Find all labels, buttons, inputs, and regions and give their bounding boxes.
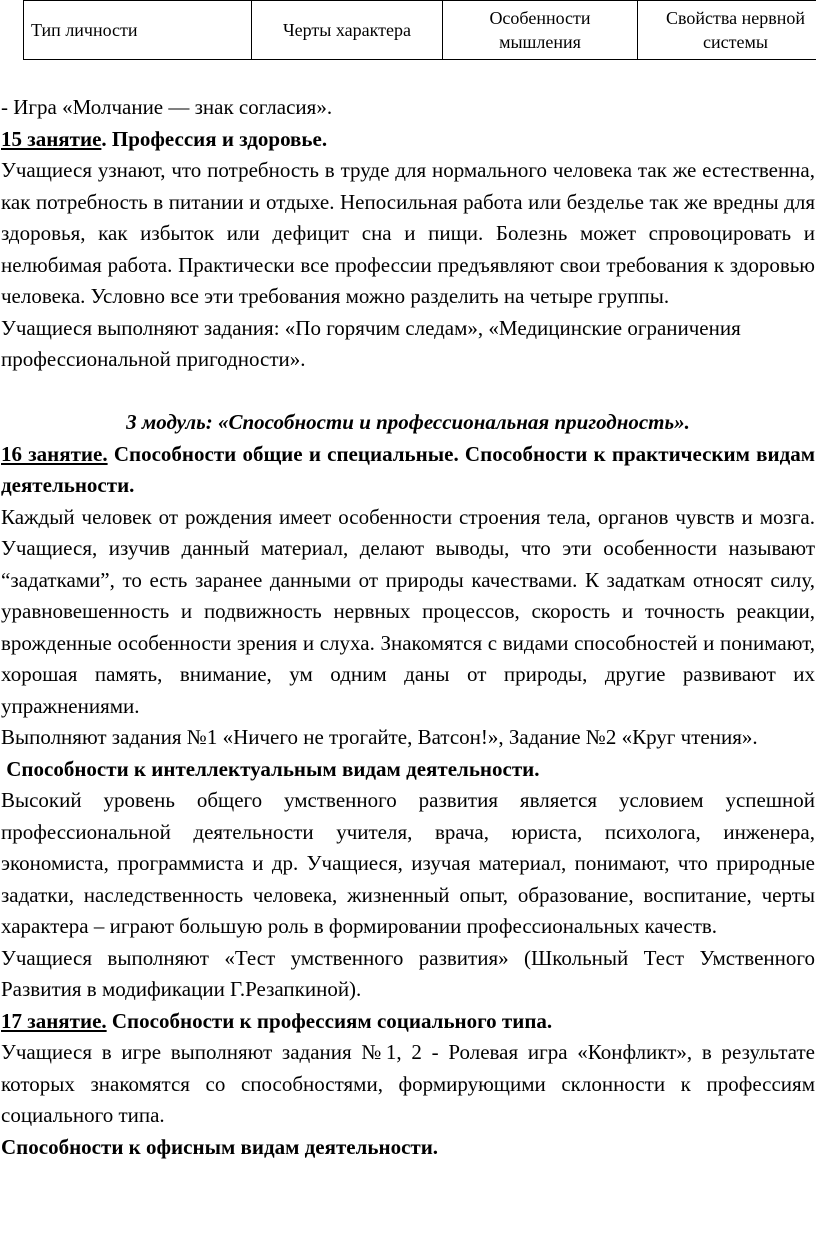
lesson17-title: Способности к профессиям социального типа. [106,1008,553,1033]
lesson15-paragraph-2: Учащиеся выполняют задания: «По горячим следам», «Медицинские ограничения профессиональной пригодности». [1,315,741,371]
lesson16-paragraph-1: Каждый человек от рождения имеет особенности строения тела, органов чувств и мозга. Учащиеся, изучив данный материал, делают выводы, что эти особенности называют “задатками”, то есть заранее данными от природы качествами. К задаткам относят силу, уравновешенность и подвижность нервных процессов, скорость и точность реакции, врожденные особенности зрения и слуха. Знакомятся с видами способностей и понимают, хорошая память, внимание, ум одним даны от природы, другие развивают их упражнениями. [1,504,815,718]
lesson17-number: 17 занятие. [1,1008,107,1033]
lesson17-heading [1,1006,815,1038]
col-nervous-system: Свойства нервной системы [638,1,816,60]
lesson16-number: 16 занятие. [1,441,108,466]
module3-heading: 3 модуль: «Способности и профессиональная пригодность». [126,410,690,434]
lesson15-paragraph-1: Учащиеся узнают, что потребность в труде для нормального человека так же естественна, как потребность в питании и отдыхе. Непосильная работа или безделье так же вредны для здоровья, как избыток или дефицит сна и пищи. Болезнь может спровоцировать и нелюбимая работа. Практически все профессии предъявляют свои требования к здоровью человека. Условно все эти требования можно разделить на четыре группы. [1,158,815,308]
game-line: - Игра «Молчание — знак согласия». [1,95,333,119]
lesson15-heading [1,124,815,156]
lesson15-title: . Профессия и здоровье. [101,126,328,151]
col-thinking-features: Особенности мышления [443,1,638,60]
lesson17-paragraph-1: Учащиеся в игре выполняют задания №1, 2 - Ролевая игра «Конфликт», в результате которых знакомятся со способностями, формирующими склонности к профессиям социального типа. [1,1040,815,1127]
document-body [1,92,815,1163]
lesson16-title: Способности общие и специальные. Способности к практическим видам деятельности. [1,441,815,497]
lesson16-heading [1,439,815,502]
intellect-paragraph-2: Учащиеся выполняют «Тест умственного развития» (Школьный Тест Умственного Развития в модификации Г.Резапкиной). [1,945,815,1001]
table-header-row [24,1,816,60]
office-heading: Способности к офисным видам деятельности. [1,1134,439,1159]
personality-table [23,0,816,60]
col-personality-type: Тип личности [24,1,252,60]
col-character-traits: Черты характера [252,1,443,60]
lesson16-paragraph-2: Выполняют задания №1 «Ничего не трогайте, Ватсон!», Задание №2 «Круг чтения». [1,725,758,749]
spacer [1,376,815,408]
intellect-heading: Способности к интеллектуальным видам деятельности. [1,756,540,781]
intellect-paragraph-1: Высокий уровень общего умственного развития является условием успешной профессиональной деятельности учителя, врача, юриста, психолога, инженера, экономиста, программиста и др. Учащиеся, изучая материал, понимают, что природные задатки, наследственность человека, жизненный опыт, образование, воспитание, черты характера – играют большую роль в формировании профессиональных качеств. [1,788,815,938]
lesson15-number: 15 занятие [1,126,102,151]
